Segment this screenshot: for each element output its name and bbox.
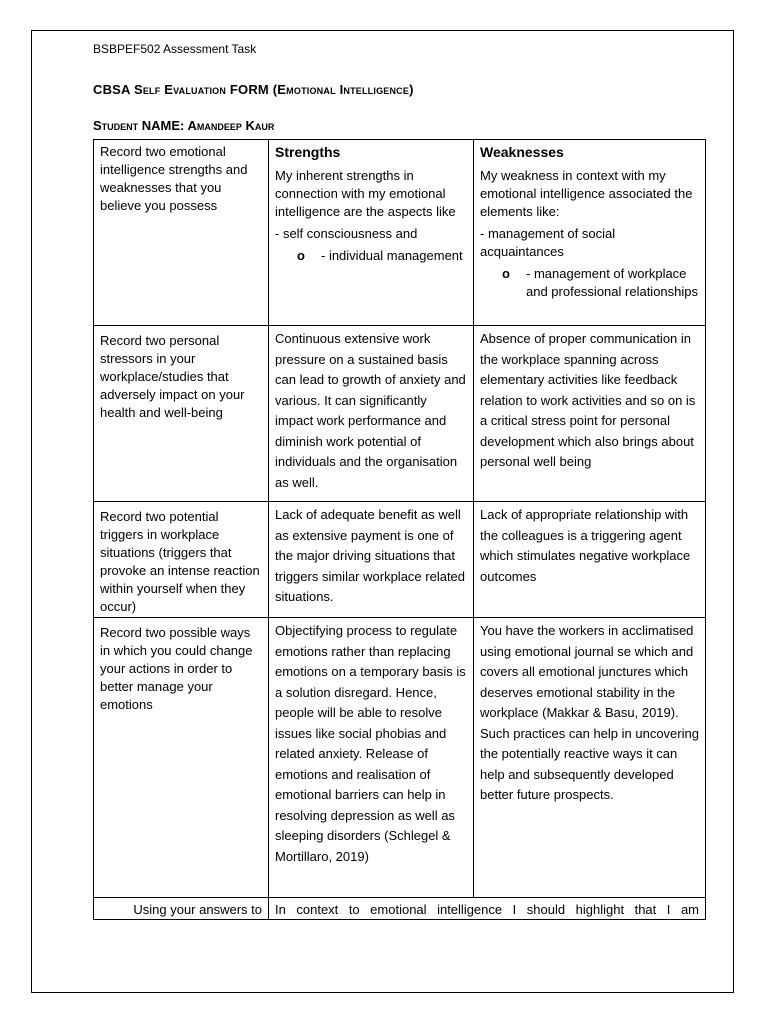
- strengths-cell: [269, 326, 474, 502]
- weaknesses-cell: [474, 140, 706, 326]
- trigger-one-text: Lack of adequate benefit as well as extensive payment is one of the major driving situations that triggers similar workplace related situations.: [275, 507, 466, 604]
- weaknesses-intro: My weakness in context with my emotional intelligence associated the elements like:: [480, 168, 693, 219]
- strengths-bullet-item: [275, 247, 467, 265]
- document-header: BSBPEF502 Assessment Task: [93, 42, 257, 56]
- table-row: [94, 326, 706, 502]
- stressor-two-text: Absence of proper communication in the workplace spanning across elementary activities like feedback relation to work activities and so on is a critical stress point for personal development which also brings about personal well being: [480, 331, 696, 469]
- prompt-cell: [94, 502, 269, 618]
- stressor-one-text: Continuous extensive work pressure on a sustained basis can lead to growth of anxiety and various. It can significantly impact work performance and diminish work potential of individuals and the organisation as well.: [275, 331, 466, 490]
- change-two-text: You have the workers in acclimatised using emotional journal se which and covers all emotional junctures which deserves emotional stability in the workplace (Makkar & Basu, 2019). Such practices can help in uncovering the potentially reactive ways it can help and subsequently developed better future prospects.: [480, 623, 699, 802]
- table-row: [94, 502, 706, 618]
- strengths-heading: Strengths: [275, 144, 341, 160]
- prompt-text: Record two emotional intelligence strengths and weaknesses that you believe you possess: [100, 144, 248, 213]
- prompt-cell: [94, 898, 269, 920]
- strengths-cell: [269, 502, 474, 618]
- strengths-intro: My inherent strengths in connection with my emotional intelligence are the aspects like: [275, 168, 456, 219]
- answer-text: In context to emotional intelligence I should highlight that I am: [275, 902, 699, 917]
- form-title: CBSA Self Evaluation FORM (Emotional Intelligence): [93, 82, 414, 97]
- prompt-cell: [94, 140, 269, 326]
- evaluation-table: [93, 139, 706, 920]
- prompt-text: Using your answers to: [133, 902, 262, 917]
- table-row: [94, 898, 706, 920]
- change-one-text: Objectifying process to regulate emotions rather than replacing emotions on a temporary basis is a solution disregard. Hence, people will be able to resolve issues like social phobias and related anxiety. Release of emotions and realisation of emotional barriers can help in resolving depression as well as sleeping disorders (Schlegel & Mortillaro, 2019): [275, 623, 466, 864]
- trigger-two-text: Lack of appropriate relationship with the colleagues is a triggering agent which stimulates negative workplace outcomes: [480, 507, 691, 584]
- prompt-cell: [94, 326, 269, 502]
- table-row: [94, 140, 706, 326]
- weaknesses-item: - management of social acquaintances: [480, 226, 616, 259]
- strengths-cell: [269, 140, 474, 326]
- prompt-text: Record two personal stressors in your workplace/studies that adversely impact on your health and well-being: [100, 333, 245, 420]
- prompt-text: Record two potential triggers in workplace situations (triggers that provoke an intense reaction within yourself when they occur): [100, 509, 260, 614]
- table-row: [94, 618, 706, 898]
- weaknesses-cell: [474, 326, 706, 502]
- weaknesses-cell: [474, 618, 706, 898]
- weaknesses-heading: Weaknesses: [480, 144, 564, 160]
- weaknesses-bullet-text: - management of workplace and professional relationships: [526, 266, 698, 299]
- weaknesses-cell: [474, 502, 706, 618]
- strengths-bullet-text: - individual management: [321, 248, 463, 263]
- weaknesses-bullet-item: [480, 265, 699, 301]
- strengths-item: - self consciousness and: [275, 226, 418, 241]
- answer-cell: [269, 898, 706, 920]
- bullet-icon: o: [297, 248, 305, 263]
- strengths-cell: [269, 618, 474, 898]
- prompt-cell: [94, 618, 269, 898]
- student-name: Student NAME: Amandeep Kaur: [93, 118, 275, 133]
- bullet-icon: o: [502, 266, 510, 281]
- prompt-text: Record two possible ways in which you could change your actions in order to better manage your emotions: [100, 625, 253, 712]
